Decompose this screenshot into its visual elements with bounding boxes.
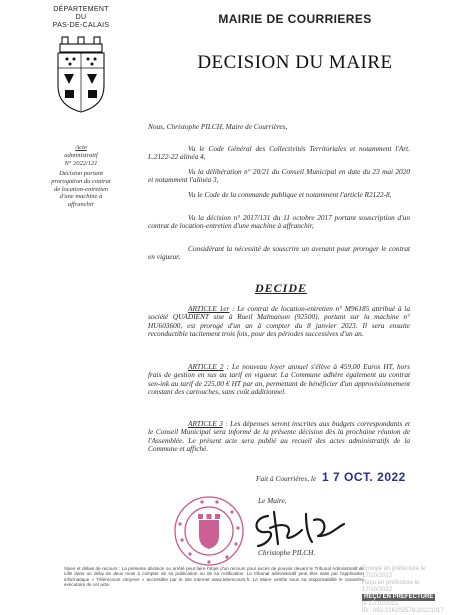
article-1 bbox=[148, 305, 410, 339]
decide-label: DECIDE bbox=[254, 281, 307, 295]
vu-paragraph: Vu le Code de la commande publique et notamment l'article R2122-8, bbox=[188, 190, 392, 199]
summary-line: affranchir bbox=[67, 201, 95, 209]
vu-paragraph: Vu la délibération n° 20/21 du Conseil Municipal en date du 23 mai 2020 et notamment l'alinéa 3, bbox=[148, 167, 410, 185]
departement-label bbox=[40, 6, 122, 30]
signatory-name: Christophe PILCH. bbox=[258, 548, 316, 557]
signature-icon bbox=[248, 506, 354, 550]
article-label: ARTICLE 2 bbox=[188, 362, 224, 371]
intro-line: Nous, Christophe PILCH, Maire de Courrières, bbox=[148, 122, 288, 131]
stamp-line: le 17/10/2022 bbox=[362, 601, 399, 607]
summary-line: prorogation du contrat bbox=[51, 177, 111, 185]
page-title: DECISION DU MAIRE bbox=[197, 52, 393, 73]
considerant-paragraph: Considérant la nécessité de souscrire un avenant pour proroger le contrat en vigueur, bbox=[148, 244, 410, 262]
place-and-date bbox=[256, 470, 436, 484]
decide-heading bbox=[150, 281, 412, 296]
summary-line: d'une machine à bbox=[59, 193, 103, 201]
acte-line: N° 2022/121 bbox=[64, 159, 98, 167]
summary-line: Décision portant bbox=[59, 170, 103, 177]
acte-reference bbox=[38, 144, 124, 167]
article-text: : Le nouveau loyer annuel s'élève à 459,00 Euros HT, hors frais de gestion en sus au tarif en vigueur. La Commune adhère également au contrat sen-ink au tarif de 225,00 € HT par an, permettant de bénéficier d'un approvisionnement constant des cartouches, sans coût additionnel. bbox=[148, 362, 410, 397]
vu-paragraph: Vu le Code Général des Collectivités Territoriales et notamment l'Art. L.2122-22 alinéa 4, bbox=[148, 144, 410, 162]
article-label: ARTICLE 3 bbox=[188, 419, 223, 428]
date-stamp: 1 7 OCT. 2022 bbox=[321, 470, 406, 484]
article-3 bbox=[148, 420, 410, 454]
departement-line: DU bbox=[75, 14, 87, 21]
article-2 bbox=[148, 363, 410, 397]
acte-line: Acte bbox=[75, 144, 87, 151]
stamp-line: ID : 062-216202578-20221017 bbox=[362, 608, 444, 614]
legal-footer: Voies et délais de recours : La présente décision ou arrêté peut faire l'objet d'un recours pour excès de pouvoir devant le Tribunal Administratif de Lille dans un délai de deux mois à compter de sa publication ou de sa notification. Le tribunal administratif peut être saisi par l'application informatique « Télérecours citoyens » accessible par le site internet www.telerecours.fr. Le Maire certifie sous sa responsabilité le caractère exécutoire de cet acte. bbox=[64, 566, 364, 588]
mairie-name: MAIRIE DE COURRIERES bbox=[218, 12, 372, 26]
vu-paragraph: Vu la décision n° 2017/131 du 11 octobre 2017 portant souscription d'un contrat de location-entretien d'une machine à affranchir, bbox=[148, 213, 410, 231]
article-text: : Le contrat de location-entretien n° M96185 attribué à la société QUADIENT sise à Rueil Malmaison (92500), portant sur la machine n° HU603600, est prorogé d'un an à compter du 8 janvier 2023. Il sera ensuite reconductible tacitement trois fois, pour des périodes successives d'un an. bbox=[148, 304, 410, 339]
stamp-line: Envoyé en préfecture le 17/10/2022 bbox=[362, 566, 426, 579]
stamp-title: REÇU EN PRÉFECTURE bbox=[364, 594, 434, 600]
article-text: : Les dépenses seront inscrites aux budgets correspondants et le Conseil Municipal sera informé de la présente décision dès la prochaine réunion de l'Assemblée. Le présent acte sera publié au recueil des actes administratifs de la Commune et affiché. bbox=[148, 419, 411, 454]
stamp-line: Reçu en préfecture le 17/10/2022 bbox=[362, 580, 420, 593]
prefecture-stamp bbox=[362, 566, 446, 615]
le-maire-label: Le Maire, bbox=[258, 496, 287, 505]
article-label: ARTICLE 1er bbox=[188, 304, 230, 313]
decision-summary bbox=[38, 170, 124, 209]
coat-of-arms-icon bbox=[52, 36, 110, 114]
acte-line: administratif bbox=[64, 151, 98, 159]
summary-line: de location-entretien bbox=[53, 185, 109, 193]
departement-line: PAS-DE-CALAIS bbox=[52, 22, 110, 29]
municipal-seal-icon bbox=[172, 494, 246, 568]
departement-line: DÉPARTEMENT bbox=[53, 6, 109, 13]
fait-a-label: Fait à Courrières, le bbox=[256, 474, 317, 483]
